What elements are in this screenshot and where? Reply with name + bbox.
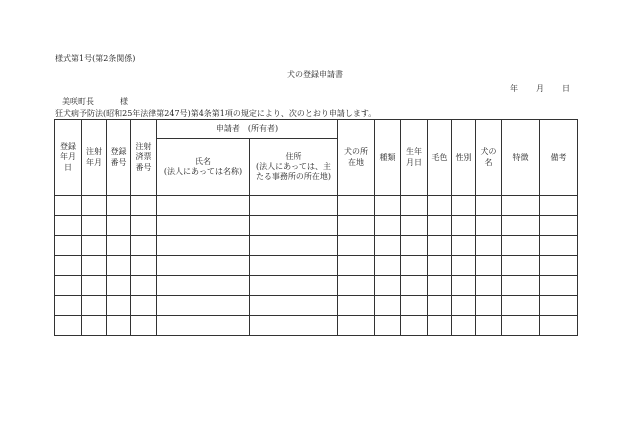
table-cell[interactable]: [502, 216, 540, 236]
table-row: [55, 236, 578, 256]
table-cell[interactable]: [502, 256, 540, 276]
table-cell[interactable]: [540, 276, 578, 296]
table-cell[interactable]: [82, 196, 107, 216]
table-cell[interactable]: [452, 196, 476, 216]
table-cell[interactable]: [540, 216, 578, 236]
table-cell[interactable]: [452, 236, 476, 256]
table-cell[interactable]: [131, 236, 157, 256]
table-cell[interactable]: [107, 236, 131, 256]
header-dog-location: 犬の所在地: [338, 120, 375, 196]
table-cell[interactable]: [401, 216, 428, 236]
header-coat-color: 毛色: [428, 120, 452, 196]
table-row: [55, 196, 578, 216]
table-cell[interactable]: [540, 256, 578, 276]
table-cell[interactable]: [250, 256, 338, 276]
table-cell[interactable]: [157, 256, 250, 276]
table-cell[interactable]: [502, 296, 540, 316]
table-cell[interactable]: [250, 276, 338, 296]
table-cell[interactable]: [428, 216, 452, 236]
table-cell[interactable]: [250, 196, 338, 216]
table-cell[interactable]: [502, 276, 540, 296]
table-row: [55, 256, 578, 276]
form-number: 様式第1号(第2条関係): [55, 54, 136, 63]
table-cell[interactable]: [540, 196, 578, 216]
table-row: [55, 276, 578, 296]
table-cell[interactable]: [428, 196, 452, 216]
header-features: 特徴: [502, 120, 540, 196]
header-registration-number: 登録番号: [107, 120, 131, 196]
registration-table: [54, 119, 578, 336]
date-year-label: 年: [510, 84, 518, 93]
header-dog-name: 犬の名: [476, 120, 502, 196]
table-cell[interactable]: [250, 216, 338, 236]
table-cell[interactable]: [107, 216, 131, 236]
table-cell[interactable]: [338, 216, 375, 236]
table-cell[interactable]: [55, 296, 82, 316]
table-cell[interactable]: [82, 296, 107, 316]
legal-basis-text: 狂犬病予防法(昭和25年法律第247号)第4条第1項の規定により、次のとおり申請します。: [55, 109, 377, 118]
table-cell[interactable]: [131, 256, 157, 276]
table-cell[interactable]: [131, 216, 157, 236]
table-cell[interactable]: [452, 256, 476, 276]
header-registration-date: 登録年月日: [55, 120, 82, 196]
header-remarks: 備考: [540, 120, 578, 196]
header-name: [157, 139, 250, 196]
header-address: [250, 139, 338, 196]
table-cell[interactable]: [452, 276, 476, 296]
table-cell[interactable]: [428, 236, 452, 256]
table-cell[interactable]: [131, 276, 157, 296]
table-body: [55, 196, 578, 336]
table-cell[interactable]: [55, 316, 82, 336]
table-cell[interactable]: [157, 276, 250, 296]
header-name-label: 氏名: [195, 157, 211, 166]
table-cell[interactable]: [107, 276, 131, 296]
table-cell[interactable]: [476, 196, 502, 216]
table-cell[interactable]: [250, 316, 338, 336]
table-cell[interactable]: [452, 296, 476, 316]
table-cell[interactable]: [502, 316, 540, 336]
table-row: [55, 316, 578, 336]
table-cell[interactable]: [428, 256, 452, 276]
table-cell[interactable]: [250, 296, 338, 316]
table-cell[interactable]: [338, 236, 375, 256]
table-cell[interactable]: [82, 276, 107, 296]
table-cell[interactable]: [452, 316, 476, 336]
table-cell[interactable]: [375, 236, 401, 256]
table-row: [55, 296, 578, 316]
table-cell[interactable]: [131, 296, 157, 316]
table-cell[interactable]: [502, 236, 540, 256]
header-breed: 種類: [375, 120, 401, 196]
table-cell[interactable]: [540, 316, 578, 336]
table-cell[interactable]: [55, 236, 82, 256]
table-cell[interactable]: [157, 316, 250, 336]
table-cell[interactable]: [401, 236, 428, 256]
table-cell[interactable]: [131, 196, 157, 216]
table-cell[interactable]: [82, 256, 107, 276]
table-cell[interactable]: [401, 316, 428, 336]
table-cell[interactable]: [428, 296, 452, 316]
table-cell[interactable]: [375, 256, 401, 276]
table-cell[interactable]: [338, 316, 375, 336]
table-cell[interactable]: [55, 216, 82, 236]
table-cell[interactable]: [107, 196, 131, 216]
table-cell[interactable]: [338, 196, 375, 216]
table-cell[interactable]: [107, 256, 131, 276]
table-cell[interactable]: [375, 296, 401, 316]
header-address-label: 住所: [285, 152, 302, 161]
header-vaccination-date: 注射年月: [82, 120, 107, 196]
table-cell[interactable]: [540, 296, 578, 316]
table-cell[interactable]: [82, 316, 107, 336]
table-cell[interactable]: [476, 316, 502, 336]
header-sex: 性別: [452, 120, 476, 196]
table-cell[interactable]: [82, 216, 107, 236]
table-cell[interactable]: [107, 316, 131, 336]
header-birth-date: 生年月日: [401, 120, 428, 196]
table-cell[interactable]: [250, 236, 338, 256]
table-cell[interactable]: [55, 276, 82, 296]
table-cell[interactable]: [107, 296, 131, 316]
table-row: [55, 216, 578, 236]
table-cell[interactable]: [157, 236, 250, 256]
table-cell[interactable]: [157, 196, 250, 216]
addressee-honorific: 様: [120, 97, 128, 106]
table-cell[interactable]: [401, 256, 428, 276]
header-vaccination-tag: 注射済票番号: [131, 120, 157, 196]
table-cell[interactable]: [476, 256, 502, 276]
header-address-note: (法人にあっては、主たる事務所の所在地): [255, 162, 332, 181]
table-cell[interactable]: [428, 316, 452, 336]
table-cell[interactable]: [55, 196, 82, 216]
date-month-label: 月: [536, 84, 544, 93]
table-cell[interactable]: [401, 196, 428, 216]
table-cell[interactable]: [338, 276, 375, 296]
header-applicant-group: 申請者 (所有者): [157, 120, 338, 139]
table-cell[interactable]: [452, 216, 476, 236]
table-cell[interactable]: [157, 216, 250, 236]
table-cell[interactable]: [476, 236, 502, 256]
table-cell[interactable]: [540, 236, 578, 256]
table-cell[interactable]: [476, 296, 502, 316]
table-cell[interactable]: [131, 316, 157, 336]
table-cell[interactable]: [157, 296, 250, 316]
table-cell[interactable]: [502, 196, 540, 216]
table-cell[interactable]: [55, 256, 82, 276]
addressee: [62, 98, 128, 106]
table-cell[interactable]: [375, 276, 401, 296]
addressee-name: 美咲町長: [62, 97, 94, 106]
table-cell[interactable]: [476, 276, 502, 296]
date-line: [510, 85, 570, 93]
table-cell[interactable]: [338, 296, 375, 316]
header-name-note: (法人にあっては名称): [163, 167, 243, 176]
table-cell[interactable]: [428, 276, 452, 296]
table-cell[interactable]: [375, 316, 401, 336]
table-cell[interactable]: [375, 196, 401, 216]
table-cell[interactable]: [82, 236, 107, 256]
form-title: 犬の登録申請書: [287, 70, 343, 79]
table-cell[interactable]: [401, 296, 428, 316]
table-cell[interactable]: [401, 276, 428, 296]
date-day-label: 日: [562, 84, 570, 93]
table-cell[interactable]: [338, 256, 375, 276]
table-cell[interactable]: [375, 216, 401, 236]
table-cell[interactable]: [476, 216, 502, 236]
